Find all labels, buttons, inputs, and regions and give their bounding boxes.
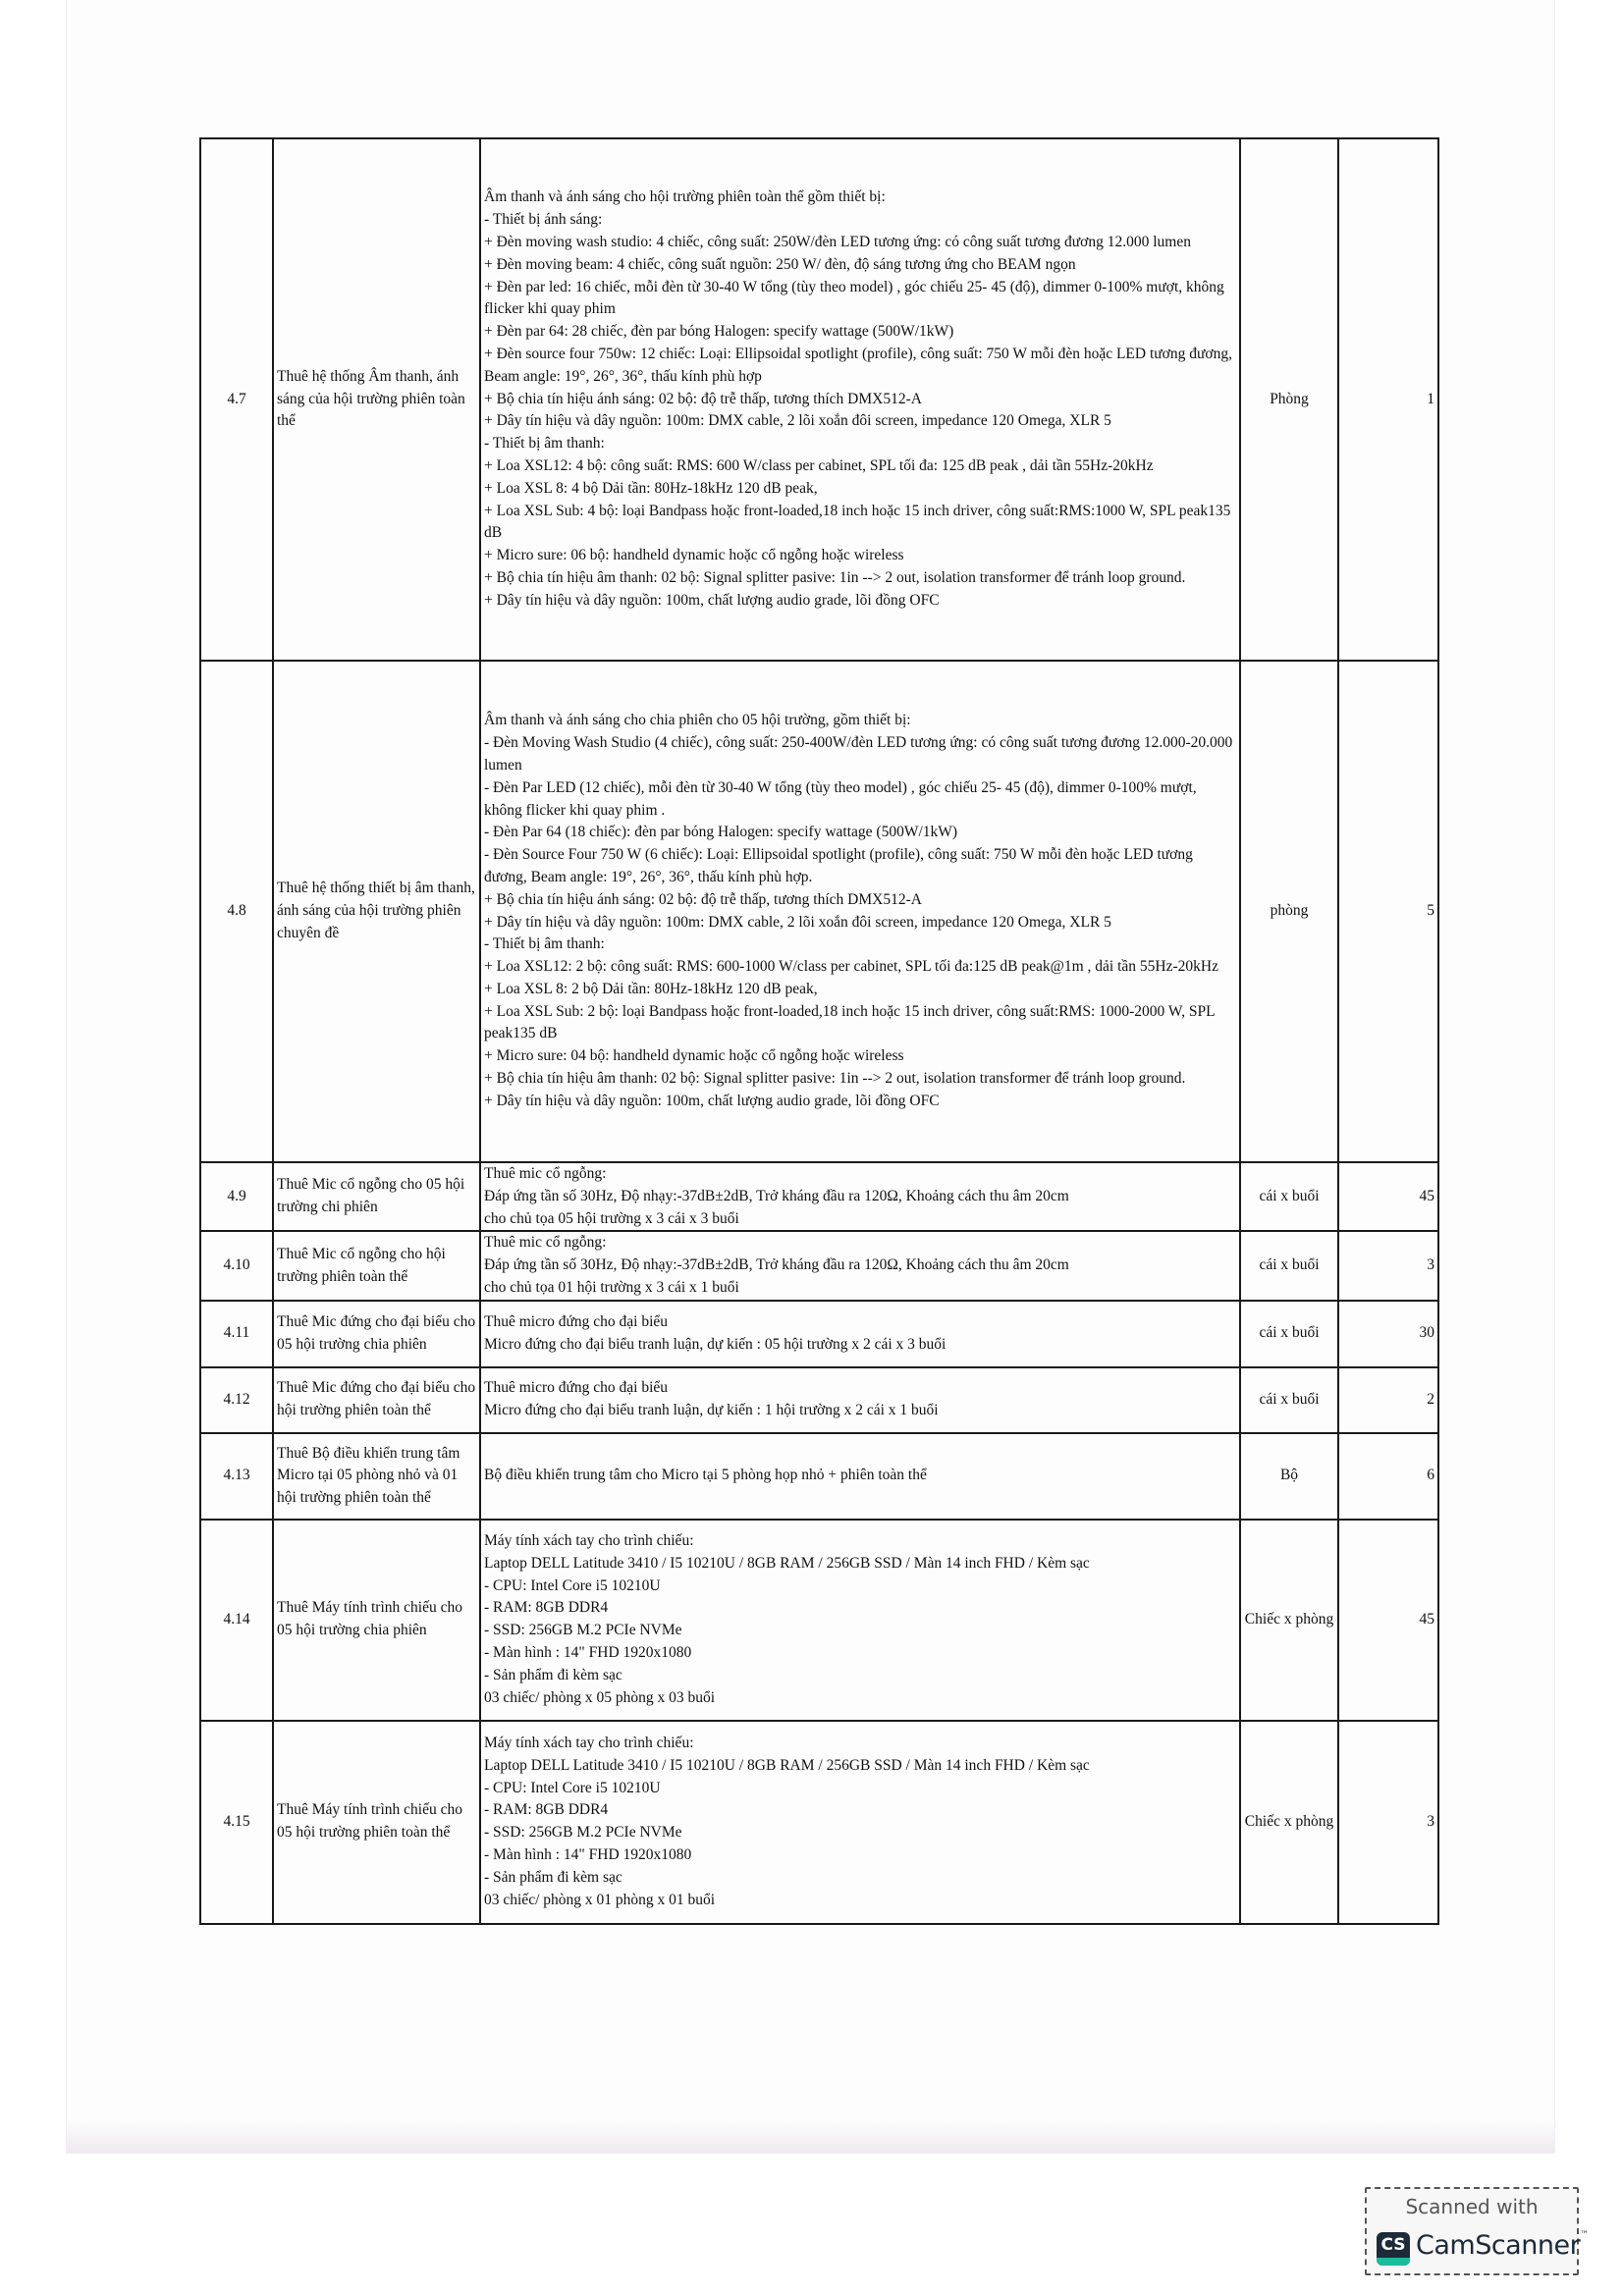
description-line: + Loa XSL12: 2 bộ: công suất: RMS: 600-1000 W/class per cabinet, SPL tối đa:125 dB peak@1m , dải tần 55Hz-20kHz xyxy=(484,958,1218,976)
description-line: cho chủ tọa 01 hội trường x 3 cái x 1 buổi xyxy=(484,1278,739,1296)
description-line: + Micro sure: 04 bộ: handheld dynamic hoặc cổ ngỗng hoặc wireless xyxy=(484,1047,904,1065)
item-quantity: 1 xyxy=(1338,138,1438,661)
item-quantity: 45 xyxy=(1338,1162,1438,1231)
description-line: + Loa XSL 8: 4 bộ Dải tần: 80Hz-18kHz 120 dB peak, xyxy=(484,479,818,497)
item-number: 4.14 xyxy=(200,1520,273,1721)
description-line: - Đèn Moving Wash Studio (4 chiếc), công suất: 250-400W/đèn LED tương ứng: có công suất tương đương 12.000-20.000 lumen xyxy=(484,734,1233,774)
table-row xyxy=(200,1231,1438,1300)
description-line: + Dây tín hiệu và dây nguồn: 100m: DMX cable, 2 lõi xoắn đôi screen, impedance 120 Omega, XLR 5 xyxy=(484,412,1111,430)
item-unit: Chiếc x phòng xyxy=(1240,1520,1338,1721)
description-line: + Dây tín hiệu và dây nguồn: 100m, chất lượng audio grade, lõi đồng OFC xyxy=(484,1092,940,1109)
description-line: + Đèn par 64: 28 chiếc, đèn par bóng Halogen: specify wattage (500W/1kW) xyxy=(484,323,954,341)
description-line: - CPU: Intel Core i5 10210U xyxy=(484,1576,661,1594)
description-line: Máy tính xách tay cho trình chiếu: xyxy=(484,1735,694,1752)
item-quantity: 45 xyxy=(1338,1520,1438,1721)
description-line: + Loa XSL Sub: 2 bộ: loại Bandpass hoặc front-loaded,18 inch hoặc 15 inch driver, công suất:RMS: 1000-2000 W, SPL peak135 dB xyxy=(484,1002,1215,1042)
item-description xyxy=(480,1367,1240,1433)
description-line: - Sản phẩm đi kèm sạc xyxy=(484,1666,622,1683)
description-line: + Đèn moving wash studio: 4 chiếc, công suất: 250W/đèn LED tương ứng: có công suất tương đương 12.000 lumen xyxy=(484,234,1191,251)
description-line: - Đèn Par 64 (18 chiếc): đèn par bóng Halogen: specify wattage (500W/1kW) xyxy=(484,824,958,841)
description-line: - Thiết bị âm thanh: xyxy=(484,435,605,453)
item-unit: cái x buổi xyxy=(1240,1231,1338,1300)
table-row xyxy=(200,138,1438,661)
description-line: Micro đứng cho đại biểu tranh luận, dự kiến : 1 hội trường x 2 cái x 1 buổi xyxy=(484,1402,939,1419)
item-name: Thuê hệ thống thiết bị âm thanh, ánh sáng của hội trường phiên chuyên đề xyxy=(273,661,480,1162)
description-line: Thuê mic cổ ngỗng: xyxy=(484,1165,607,1182)
item-quantity: 6 xyxy=(1338,1433,1438,1520)
description-line: - RAM: 8GB DDR4 xyxy=(484,1599,609,1617)
item-unit: Bộ xyxy=(1240,1433,1338,1520)
description-line: - Màn hình : 14" FHD 1920x1080 xyxy=(484,1644,692,1662)
description-line: - Thiết bị âm thanh: xyxy=(484,935,605,953)
item-number: 4.8 xyxy=(200,661,273,1162)
item-unit: cái x buổi xyxy=(1240,1162,1338,1231)
table-row xyxy=(200,1367,1438,1433)
table-row xyxy=(200,1721,1438,1924)
paper-shadow xyxy=(67,2120,1554,2153)
description-line: - SSD: 256GB M.2 PCIe NVMe xyxy=(484,1824,682,1842)
item-description xyxy=(480,1520,1240,1721)
item-description xyxy=(480,1433,1240,1520)
description-line: - Sản phẩm đi kèm sạc xyxy=(484,1868,622,1886)
description-line: + Bộ chia tín hiệu ánh sáng: 02 bộ: độ trễ thấp, tương thích DMX512-A xyxy=(484,390,922,407)
item-name: Thuê Mic cổ ngỗng cho 05 hội trường chi phiên xyxy=(273,1162,480,1231)
description-line: + Đèn moving beam: 4 chiếc, công suất nguồn: 250 W/ đèn, độ sáng tương ứng cho BEAM ngọn xyxy=(484,255,1076,273)
description-line: Laptop DELL Latitude 3410 / I5 10210U / 8GB RAM / 256GB SSD / Màn 14 inch FHD / Kèm sạc xyxy=(484,1554,1090,1572)
description-line: Âm thanh và ánh sáng cho chia phiên cho 05 hội trường, gồm thiết bị: xyxy=(484,712,911,729)
description-line: + Bộ chia tín hiệu ánh sáng: 02 bộ: độ trễ thấp, tương thích DMX512-A xyxy=(484,890,922,908)
item-unit: Phòng xyxy=(1240,138,1338,661)
description-line: 03 chiếc/ phòng x 01 phòng x 01 buổi xyxy=(484,1891,716,1908)
item-number: 4.13 xyxy=(200,1433,273,1520)
description-line: - Đèn Source Four 750 W (6 chiếc): Loại: Ellipsoidal spotlight (profile), công suất: 750 W mỗi đèn hoặc LED tương đương, Beam angle: 19°, 26°, 36°, thấu kính phù hợp. xyxy=(484,846,1193,885)
description-line: Đáp ứng tần số 30Hz, Độ nhạy:-37dB±2dB, Trở kháng đầu ra 120Ω, Khoảng cách thu âm 20cm xyxy=(484,1256,1069,1274)
description-line: cho chủ tọa 05 hội trường x 3 cái x 3 buổi xyxy=(484,1209,739,1227)
table-row xyxy=(200,1162,1438,1231)
description-line: - Đèn Par LED (12 chiếc), mỗi đèn từ 30-40 W tổng (tùy theo model) , góc chiếu 25- 45 (độ), dimmer 0-100% mượt, không flicker khi quay phim . xyxy=(484,778,1197,819)
item-quantity: 3 xyxy=(1338,1231,1438,1300)
description-line: Thuê micro đứng cho đại biểu xyxy=(484,1379,669,1397)
item-quantity: 30 xyxy=(1338,1301,1438,1367)
description-line: Máy tính xách tay cho trình chiếu: xyxy=(484,1532,694,1550)
description-line: + Loa XSL 8: 2 bộ Dải tần: 80Hz-18kHz 120 dB peak, xyxy=(484,980,818,997)
item-unit: cái x buổi xyxy=(1240,1367,1338,1433)
item-number: 4.7 xyxy=(200,138,273,661)
item-description xyxy=(480,1721,1240,1924)
item-name: Thuê Mic đứng cho đại biểu cho 05 hội trường chia phiên xyxy=(273,1301,480,1367)
item-name: Thuê Mic cổ ngỗng cho hội trường phiên toàn thể xyxy=(273,1231,480,1300)
item-number: 4.12 xyxy=(200,1367,273,1433)
description-line: 03 chiếc/ phòng x 05 phòng x 03 buổi xyxy=(484,1688,716,1706)
description-line: + Loa XSL Sub: 4 bộ: loại Bandpass hoặc front-loaded,18 inch hoặc 15 inch driver, công suất:RMS:1000 W, SPL peak135 dB xyxy=(484,502,1231,542)
watermark-brand: CamScanner™ xyxy=(1416,2230,1589,2261)
item-description xyxy=(480,138,1240,661)
description-line: - Thiết bị ánh sáng: xyxy=(484,211,603,229)
description-line: Thuê mic cổ ngỗng: xyxy=(484,1234,607,1252)
camscanner-logo-icon: CS xyxy=(1377,2232,1410,2266)
description-line: + Micro sure: 06 bộ: handheld dynamic hoặc cổ ngỗng hoặc wireless xyxy=(484,547,904,564)
item-unit: cái x buổi xyxy=(1240,1301,1338,1367)
description-line: + Dây tín hiệu và dây nguồn: 100m: DMX cable, 2 lõi xoắn đôi screen, impedance 120 Omega, XLR 5 xyxy=(484,913,1111,931)
item-number: 4.11 xyxy=(200,1301,273,1367)
item-description xyxy=(480,1162,1240,1231)
description-line: Micro đứng cho đại biểu tranh luận, dự kiến : 05 hội trường x 2 cái x 3 buổi xyxy=(484,1335,947,1353)
item-description xyxy=(480,1231,1240,1300)
item-quantity: 3 xyxy=(1338,1721,1438,1924)
description-line: Âm thanh và ánh sáng cho hội trường phiên toàn thể gồm thiết bị: xyxy=(484,188,886,206)
item-description xyxy=(480,661,1240,1162)
description-line: - SSD: 256GB M.2 PCIe NVMe xyxy=(484,1622,682,1639)
table-row xyxy=(200,661,1438,1162)
description-line: + Đèn source four 750w: 12 chiếc: Loại: Ellipsoidal spotlight (profile), công suất: 750 W mỗi đèn hoặc LED tương đương, Beam angle: 19°, 26°, 36°, thấu kính phù hợp xyxy=(484,346,1232,385)
table-row xyxy=(200,1301,1438,1367)
item-name: Thuê Máy tính trình chiếu cho 05 hội trường phiên toàn thể xyxy=(273,1721,480,1924)
description-line: - Màn hình : 14" FHD 1920x1080 xyxy=(484,1846,692,1864)
camscanner-watermark xyxy=(1365,2187,1589,2275)
item-unit: Chiếc x phòng xyxy=(1240,1721,1338,1924)
item-description xyxy=(480,1301,1240,1367)
description-line: Laptop DELL Latitude 3410 / I5 10210U / 8GB RAM / 256GB SSD / Màn 14 inch FHD / Kèm sạc xyxy=(484,1756,1090,1774)
item-number: 4.15 xyxy=(200,1721,273,1924)
description-line: - CPU: Intel Core i5 10210U xyxy=(484,1779,661,1796)
item-number: 4.10 xyxy=(200,1231,273,1300)
description-line: + Bộ chia tín hiệu âm thanh: 02 bộ: Signal splitter pasive: 1in --> 2 out, isolation transformer để tránh loop ground. xyxy=(484,1070,1186,1088)
description-line: + Đèn par led: 16 chiếc, mỗi đèn từ 30-40 W tổng (tùy theo model) , góc chiếu 25- 45 (độ), dimmer 0-100% mượt, không flicker khi quay phim xyxy=(484,278,1224,318)
item-number: 4.9 xyxy=(200,1162,273,1231)
table-row xyxy=(200,1433,1438,1520)
description-line: + Loa XSL12: 4 bộ: công suất: RMS: 600 W/class per cabinet, SPL tối đa: 125 dB peak , dải tần 55Hz-20kHz xyxy=(484,456,1154,474)
item-name: Thuê Bộ điều khiển trung tâm Micro tại 05 phòng nhỏ và 01 hội trường phiên toàn thể xyxy=(273,1433,480,1520)
equipment-table xyxy=(199,137,1439,1925)
description-line: Đáp ứng tần số 30Hz, Độ nhạy:-37dB±2dB, Trở kháng đầu ra 120Ω, Khoảng cách thu âm 20cm xyxy=(484,1187,1069,1204)
description-line: Bộ điều khiển trung tâm cho Micro tại 5 phòng họp nhỏ + phiên toàn thể xyxy=(484,1467,927,1484)
table-row xyxy=(200,1520,1438,1721)
description-line: Thuê micro đứng cho đại biểu xyxy=(484,1312,669,1330)
watermark-caption: Scanned with xyxy=(1405,2195,1539,2218)
item-quantity: 2 xyxy=(1338,1367,1438,1433)
item-name: Thuê Máy tính trình chiếu cho 05 hội trường chia phiên xyxy=(273,1520,480,1721)
item-unit: phòng xyxy=(1240,661,1338,1162)
description-line: + Bộ chia tín hiệu âm thanh: 02 bộ: Signal splitter pasive: 1in --> 2 out, isolation transformer để tránh loop ground. xyxy=(484,568,1186,586)
item-name: Thuê Mic đứng cho đại biểu cho hội trường phiên toàn thể xyxy=(273,1367,480,1433)
item-quantity: 5 xyxy=(1338,661,1438,1162)
description-line: - RAM: 8GB DDR4 xyxy=(484,1801,609,1819)
description-line: + Dây tín hiệu và dây nguồn: 100m, chất lượng audio grade, lõi đồng OFC xyxy=(484,591,940,609)
item-name: Thuê hệ thống Âm thanh, ánh sáng của hội trường phiên toàn thể xyxy=(273,138,480,661)
